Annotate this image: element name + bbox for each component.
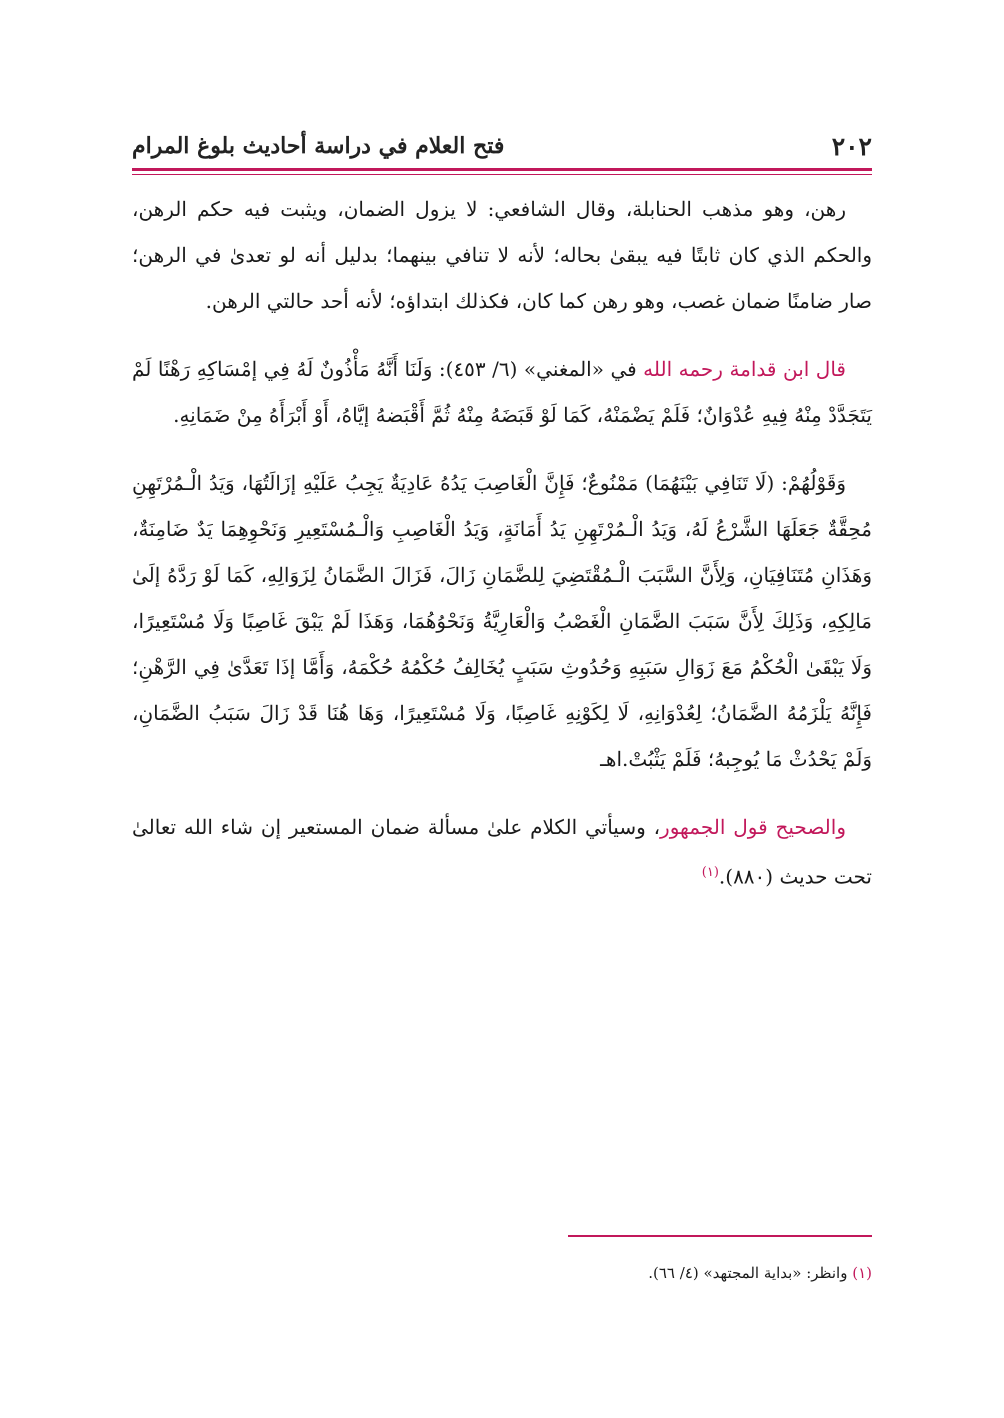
conclusion-lead: والصحيح قول الجمهور bbox=[660, 815, 846, 839]
paragraph-2-quote: قال ابن قدامة رحمه الله في «المغني» (٦/ ٤٥٣): وَلَنَا أَنَّهُ مَأْذُونٌ لَهُ فِي إمْسَاكِهِ رَهْنًا لَمْ يَتَجَدَّدْ مِنْهُ فِيهِ عُدْوَانٌ؛ فَلَمْ يَضْمَنْهُ، كَمَا لَوْ قَبَضَهُ مِنْهُ ثُمَّ أَقْبَضهُ إيَّاهُ، أَوْ أَبْرَأَهُ مِنْ ضَمَانِهِ. bbox=[132, 357, 872, 427]
footnote-separator bbox=[568, 1235, 872, 1237]
footnote-text: وانظر: «بداية المجتهد» (٤/ ٦٦). bbox=[648, 1264, 853, 1282]
footnote-reference[interactable]: (١) bbox=[701, 865, 719, 880]
header-rule-thick bbox=[132, 168, 872, 171]
paragraph-3-quote: وَقَوْلُهُمْ: (لَا تَنَافِي بَيْنَهُمَا) مَمْنُوعٌ؛ فَإِنَّ الْغَاصِبَ يَدُهُ عَادِيَةٌ يَجِبُ عَلَيْهِ إزَالَتُهَا، وَيَدُ الْـمُرْتَهِنِ مُحِقَّةٌ جَعَلَهَا الشَّرْعُ لَهُ، وَيَدُ الْـمُرْتَهِنِ يَدُ أَمَانَةٍ، وَيَدُ الْغَاصِبِ وَالْـمُسْتَعِيرِ وَنَحْوِهِمَا يَدٌ ضَامِنَةٌ، وَهَذَانِ مُتَنَافِيَانِ، وَلِأَنَّ السَّبَبَ الْـمُقْتَضِيَ لِلضَّمَانِ زَالَ، فَزَالَ الضَّمَانُ لِزَوَالِهِ، كَمَا لَوْ رَدَّهُ إلَىٰ مَالِكِهِ، وَذَلِكَ لِأَنَّ سَبَبَ الضَّمَانِ الْغَصْبُ وَالْعَارِيَّةُ وَنَحْوُهُمَا، وَهَذَا لَمْ يَبْقَ غَاصِبًا وَلَا مُسْتَعِيرًا، وَلَا يَبْقَىٰ الْحُكْمُ مَعَ زَوَالِ سَبَبِهِ وَحُدُوثِ سَبَبٍ يُخَالِفُ حُكْمُهُ حُكْمَهُ، وَأَمَّا إذَا تَعَدَّىٰ فِي الرَّهْنِ؛ فَإِنَّهُ يَلْزَمُهُ الضَّمَانُ؛ لِعُدْوَانِهِ، لَا لِكَوْنِهِ غَاصِبًا، وَلَا مُسْتَعِيرًا، وَهَا هُنَا قَدْ زَالَ سَبَبُ الضَّمَانِ، وَلَمْ يَحْدُثْ مَا يُوجِبهُ؛ فَلَمْ يَثْبُتْ.اهـ bbox=[132, 471, 872, 771]
paragraph-4-conclusion: والصحيح قول الجمهور، وسيأتي الكلام علىٰ مسألة ضمان المستعير إن شاء الله تعالىٰ تحت حديث (٨٨٠).$^{(١)}$ bbox=[132, 815, 872, 889]
footnote bbox=[132, 1258, 872, 1288]
header-rule-thin bbox=[132, 174, 872, 175]
page-number: ٢٠٢ bbox=[831, 131, 872, 161]
page-header bbox=[132, 126, 872, 166]
paragraph-1: رهن، وهو مذهب الحنابلة، وقال الشافعي: لا يزول الضمان، ويثبت فيه حكم الرهن، والحكم الذي كان ثابتًا فيه يبقىٰ بحاله؛ لأنه لا تنافي بينهما؛ بدليل أنه لو تعدىٰ في الرهن؛ صار ضامنًا ضمان غصب، وهو رهن كما كان، فكذلك ابتداؤه؛ لأنه أحد حالتي الرهن. bbox=[132, 197, 872, 313]
footnote-marker: (١) bbox=[852, 1264, 872, 1282]
book-title: فتح العلام في دراسة أحاديث بلوغ المرام bbox=[132, 133, 505, 159]
page-body bbox=[132, 186, 872, 922]
scholar-name: قال ابن قدامة رحمه الله bbox=[643, 357, 846, 381]
